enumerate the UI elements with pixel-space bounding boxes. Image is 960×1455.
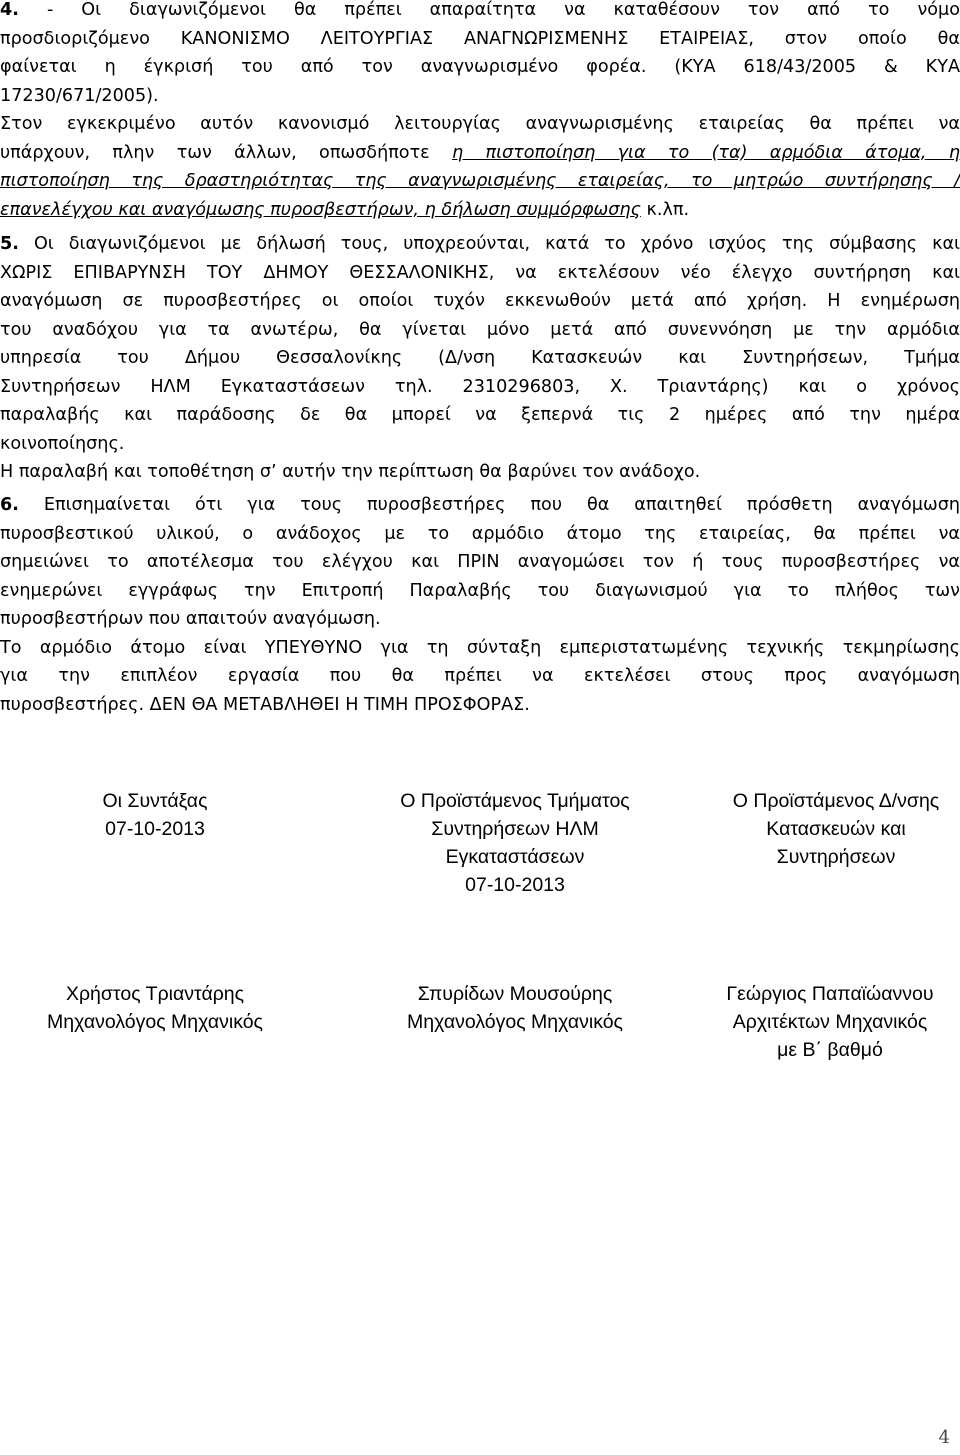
signatory-role: Αρχιτέκτων Μηχανικός <box>732 1011 928 1033</box>
section-4-line: 4. - Οι διαγωνιζόμενοι θα πρέπει απαραίτητα να καταθέσουν τον από το νόμο <box>0 0 960 20</box>
section-5-line: παραλαβής και παράδοσης δε θα μπορεί να ξεπερνά τις 2 ημέρες από την ημέρα <box>0 405 960 425</box>
section-4 <box>0 0 960 224</box>
signature-title: Συντηρήσεων ΗΛΜ <box>431 818 599 840</box>
signature-col-3-title <box>712 787 960 871</box>
underlined-text: επανελέγχου και αναγόμωσης πυροσβεστήρων, η δήλωση συμμόρφωσης <box>0 199 641 220</box>
signature-col-1-title <box>40 787 270 843</box>
section-5-line: 5. Οι διαγωνιζόμενοι με δήλωσή τους, υποχρεούνται, κατά το χρόνο ισχύος της σύμβασης και <box>0 234 960 254</box>
section-5-line: ΧΩΡΙΣ ΕΠΙΒΑΡΥΝΣΗ ΤΟΥ ΔΗΜΟΥ ΘΕΣΣΑΛΟΝΙΚΗΣ, να εκτελέσουν νέο έλεγχο συντήρηση και <box>0 262 960 283</box>
section-6-line: πυροσβεστικού υλικού, ο ανάδοχος με το αρμόδιο άτομο της εταιρείας, θα πρέπει να <box>0 523 960 544</box>
section-6-line: πυροσβεστήρες. ΔΕΝ ΘΑ ΜΕΤΑΒΛΗΘΕΙ Η ΤΙΜΗ ΠΡΟΣΦΟΡΑΣ. <box>0 694 530 715</box>
signature-title: Ο Προϊστάμενος Τμήματος <box>400 790 630 812</box>
section-4-line <box>0 167 960 196</box>
section-5-line: κοινοποίησης. <box>0 433 125 454</box>
signature-title: Εγκαταστάσεων <box>445 846 585 868</box>
section-5-line: του αναδόχου για τα ανωτέρω, θα γίνεται μόνο μετά από συνεννόηση με την αρμόδια <box>0 319 960 340</box>
signature-date: 07-10-2013 <box>105 818 205 840</box>
section-4-line: φαίνεται η έγκρισή του από τον αναγνωρισμένο φορέα. (ΚΥΑ 618/43/2005 & ΚΥΑ <box>0 57 960 77</box>
section-6 <box>0 491 960 719</box>
signature-title: Συντηρήσεων <box>776 846 896 868</box>
section-4-line: επανελέγχου και αναγόμωσης πυροσβεστήρων, η δήλωση συμμόρφωσης κ.λπ. <box>0 199 690 220</box>
section-4-line: 17230/671/2005). <box>0 85 159 106</box>
signature-title: Κατασκευών και <box>766 818 906 840</box>
page-number: 4 <box>938 1427 950 1448</box>
signature-title: Ο Προϊστάμενος Δ/νσης <box>732 790 940 812</box>
section-5-number: 5. <box>0 234 19 254</box>
section-6-line: Το αρμόδιο άτομο είναι ΥΠΕΥΘΥΝΟ για τη σύνταξη εμπεριστατωμένης τεχνικής τεκμηρίωσης <box>0 637 960 658</box>
signature-col-1-name <box>0 980 310 1036</box>
section-5-line: Η παραλαβή και τοποθέτηση σ’ αυτήν την περίπτωση θα βαρύνει τον ανάδοχο. <box>0 462 701 482</box>
section-4-line: προσδιοριζόμενο ΚΑΝΟΝΙΣΜΟ ΛΕΙΤΟΥΡΓΙΑΣ ΑΝΑΓΝΩΡΙΣΜΕΝΗΣ ΕΤΑΙΡΕΙΑΣ, στον οποίο θα <box>0 28 960 49</box>
section-5-line: υπηρεσία του Δήμου Θεσσαλονίκης (Δ/νση Κατασκευών και Συντηρήσεων, Τμήμα <box>0 348 960 368</box>
signature-date: 07-10-2013 <box>465 874 565 896</box>
section-4-number: 4. <box>0 0 19 20</box>
signatory-role: Μηχανολόγος Μηχανικός <box>407 1011 623 1033</box>
section-6-line: ενημερώνει εγγράφως την Επιτροπή Παραλαβής του διαγωνισμού για το πλήθος των <box>0 580 960 601</box>
signature-col-2-title <box>370 787 660 899</box>
underlined-text: πιστοποίηση της δραστηριότητας της αναγνωρισμένης εταιρείας, το μητρώο συντήρησης / <box>0 171 960 191</box>
signatory-name: Χρήστος Τριαντάρης <box>65 983 245 1005</box>
section-6-line: 6. Επισημαίνεται ότι για τους πυροσβεστήρες που θα απαιτηθεί πρόσθετη αναγόμωση <box>0 495 960 515</box>
signature-title: Οι Συντάξας <box>102 790 208 812</box>
signature-col-3-name <box>700 980 960 1064</box>
section-5 <box>0 230 960 487</box>
signatory-grade: με Β΄ βαθμό <box>777 1039 883 1061</box>
section-6-line: για την επιπλέον εργασία που θα πρέπει να εκτελέσει στους προς αναγόμωση <box>0 666 960 686</box>
section-6-line: σημειώνει το αποτέλεσμα του ελέγχου και ΠΡΙΝ αναγομώσει τον ή τους πυροσβεστήρες να <box>0 552 960 572</box>
section-6-line: πυροσβεστήρων που απαιτούν αναγόμωση. <box>0 609 381 629</box>
signatory-name: Γεώργιος Παπαϊώαννου <box>726 983 934 1005</box>
signatory-role: Μηχανολόγος Μηχανικός <box>47 1011 263 1033</box>
section-6-number: 6. <box>0 495 19 515</box>
signatory-name: Σπυρίδων Μουσούρης <box>417 983 613 1005</box>
signature-col-2-name <box>370 980 660 1036</box>
underlined-text: η πιστοποίηση για το (τα) αρμόδια άτομα, η <box>452 142 960 163</box>
section-5-line: αναγόμωση σε πυροσβεστήρες οι οποίοι τυχόν εκκενωθούν μετά από χρήση. Η ενημέρωση <box>0 291 960 311</box>
section-4-line: Στον εγκεκριμένο αυτόν κανονισμό λειτουργίας αναγνωρισμένης εταιρείας θα πρέπει να <box>0 114 960 134</box>
section-5-line: Συντηρήσεων ΗΛΜ Εγκαταστάσεων τηλ. 2310296803, Χ. Τριαντάρης) και ο χρόνος <box>0 376 960 397</box>
section-4-line: υπάρχουν, πλην των άλλων, οπωσδήποτε η πιστοποίηση για το (τα) αρμόδια άτομα, η <box>0 142 960 163</box>
